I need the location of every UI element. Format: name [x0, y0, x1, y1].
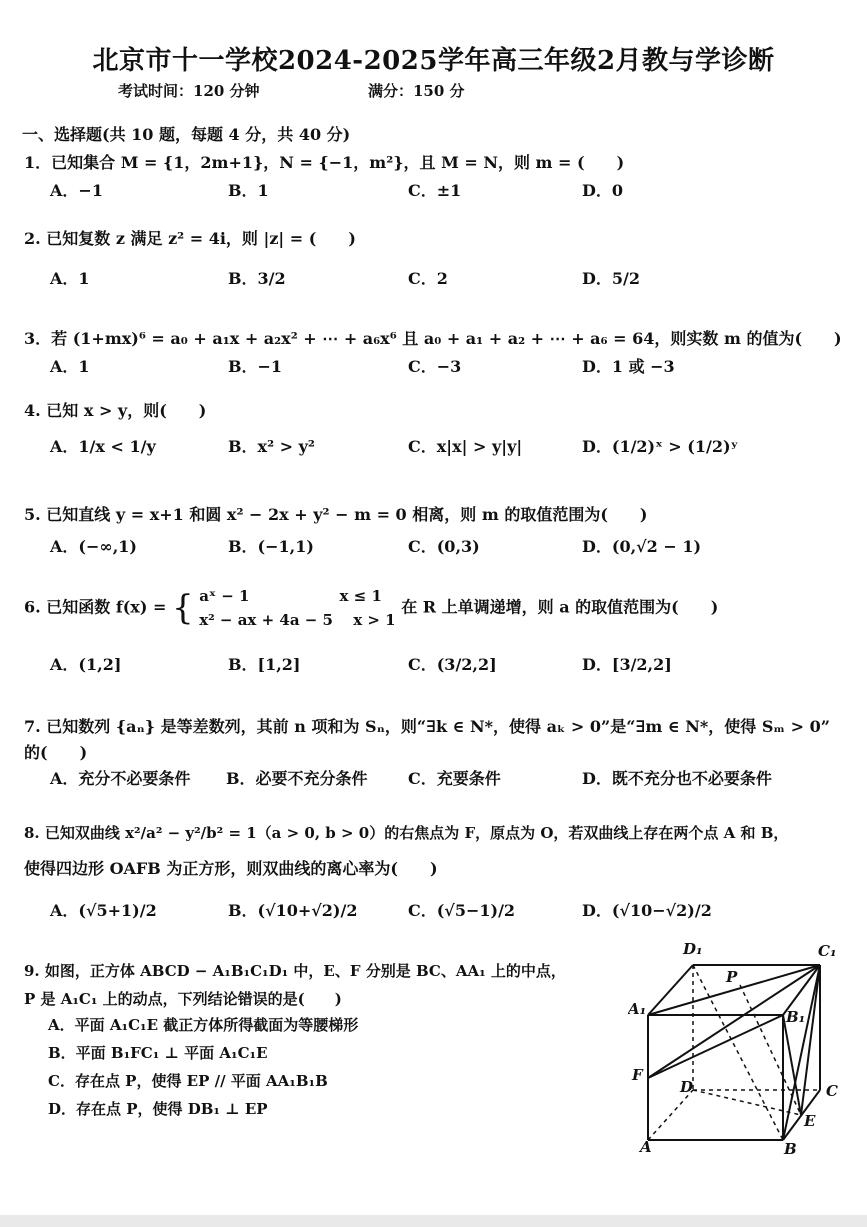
label-c1: C₁ [818, 942, 837, 960]
q3-option-c: C．−3 [408, 357, 462, 376]
cube-figure [628, 930, 853, 1155]
line-b1f [648, 1015, 783, 1078]
q5-option-d: D．(0,√2 − 1) [582, 537, 702, 556]
q6-piece-2: x² − ax + 4a − 5 x > 1 [199, 611, 396, 629]
question-9-stem: 9. 如图，正方体 ABCD − A₁B₁C₁D₁ 中，E、F 分别是 BC、AA₁ 上的中点， [24, 962, 566, 980]
q9-option-a: A．平面 A₁C₁E 截正方体所得截面为等腰梯形 [48, 1016, 359, 1034]
q1-option-a: A．−1 [50, 181, 103, 200]
section-heading: 一、选择题(共 10 题，每题 4 分，共 40 分) [22, 125, 351, 144]
question-8-stem-cont: 使得四边形 OAFB 为正方形，则双曲线的离心率为( ) [24, 859, 438, 878]
question-4-stem: 4. 已知 x > y，则( ) [24, 401, 207, 420]
q6-option-b: B．[1,2] [228, 655, 301, 674]
label-d1: D₁ [683, 940, 703, 958]
q9-option-d: D．存在点 P，使得 DB₁ ⊥ EP [48, 1100, 268, 1118]
q8-option-c: C．(√5−1)/2 [408, 901, 516, 920]
q6-option-c: C．(3/2,2] [408, 655, 497, 674]
label-b: B [784, 1140, 797, 1155]
q7-option-a: A．充分不必要条件 [50, 769, 191, 788]
q1-option-c: C．±1 [408, 181, 462, 200]
q1-option-d: D．0 [582, 181, 624, 200]
label-a: A [640, 1138, 652, 1155]
exam-score: 满分：150 分 [368, 82, 465, 100]
q7-option-b: B．必要不充分条件 [226, 769, 368, 788]
label-c: C [826, 1082, 838, 1100]
q8-option-d: D．(√10−√2)/2 [582, 901, 712, 920]
label-f: F [632, 1066, 643, 1084]
q6-piecewise [199, 584, 395, 632]
question-9-stem-cont: P 是 A₁C₁ 上的动点，下列结论错误的是( ) [24, 990, 342, 1008]
question-3-stem: 3．若 (1+mx)⁶ = a₀ + a₁x + a₂x² + ⋯ + a₆x⁶ 且 a₀ + a₁ + a₂ + ⋯ + a₆ = 64，则实数 m 的值为( ) [24, 329, 842, 348]
line-d1b-hidden [693, 965, 783, 1140]
q3-option-d: D．1 或 −3 [582, 357, 675, 376]
q6-stem-prefix: 6. 已知函数 f(x) = [24, 597, 167, 617]
question-7-stem-cont: 的( ) [24, 743, 88, 762]
label-b1: B₁ [786, 1008, 806, 1026]
q6-piece-1: aˣ − 1 x ≤ 1 [199, 587, 382, 605]
q1-option-b: B．1 [228, 181, 269, 200]
question-6-stem [24, 584, 718, 632]
label-d: D [680, 1078, 694, 1096]
edge-ad-hidden [648, 1090, 693, 1140]
q9-option-c: C．存在点 P，使得 EP // 平面 AA₁B₁B [48, 1072, 328, 1090]
q8-option-a: A．(√5+1)/2 [50, 901, 157, 920]
page-bottom-bar [0, 1215, 867, 1227]
q5-option-a: A．(−∞,1) [50, 537, 137, 556]
q4-option-b: B．x² > y² [228, 437, 315, 456]
q4-option-a: A．1/x < 1/y [50, 437, 156, 456]
line-de-hidden [693, 1090, 801, 1115]
q5-option-c: C．(0,3) [408, 537, 480, 556]
q4-option-c: C．x|x| > y|y| [408, 437, 523, 456]
question-2-stem: 2. 已知复数 z 满足 z² = 4i，则 |z| = ( ) [24, 229, 356, 248]
q2-option-d: D．5/2 [582, 269, 640, 288]
q9-option-b: B．平面 B₁FC₁ ⊥ 平面 A₁C₁E [48, 1044, 268, 1062]
q6-option-d: D．[3/2,2] [582, 655, 672, 674]
q3-option-b: B．−1 [228, 357, 283, 376]
q4-option-d: D．(1/2)ˣ > (1/2)ʸ [582, 437, 739, 456]
q7-option-d: D．既不充分也不必要条件 [582, 769, 772, 788]
question-1-stem: 1．已知集合 M = {1，2m+1}，N = {−1，m²}，且 M = N，则 m = ( ) [24, 153, 625, 172]
question-5-stem: 5. 已知直线 y = x+1 和圆 x² − 2x + y² − m = 0 相离，则 m 的取值范围为( ) [24, 505, 648, 524]
q3-option-a: A．1 [50, 357, 90, 376]
q6-option-a: A．(1,2] [50, 655, 122, 674]
label-e: E [804, 1112, 816, 1130]
q8-option-b: B．(√10+√2)/2 [228, 901, 358, 920]
q7-option-c: C．充要条件 [408, 769, 501, 788]
question-7-stem: 7. 已知数列 {aₙ} 是等差数列，其前 n 项和为 Sₙ，则“∃k ∈ N*，使得 aₖ > 0”是“∃m ∈ N*，使得 Sₘ > 0” [24, 717, 830, 736]
piecewise-brace: { [171, 588, 194, 628]
q2-option-c: C．2 [408, 269, 448, 288]
q2-option-a: A．1 [50, 269, 90, 288]
q2-option-b: B．3/2 [228, 269, 286, 288]
q6-stem-suffix: 在 R 上单调递增，则 a 的取值范围为( ) [401, 597, 719, 617]
q5-option-b: B．(−1,1) [228, 537, 314, 556]
label-a1: A₁ [628, 1000, 647, 1018]
label-p: P [726, 968, 738, 986]
exam-title: 北京市十一学校2024-2025学年高三年级2月教与学诊断 [92, 46, 775, 76]
question-8-stem: 8. 已知双曲线 x²/a² − y²/b² = 1（a > 0, b > 0）的右焦点为 F，原点为 O，若双曲线上存在两个点 A 和 B， [24, 824, 789, 842]
exam-time: 考试时间：120 分钟 [118, 82, 260, 100]
